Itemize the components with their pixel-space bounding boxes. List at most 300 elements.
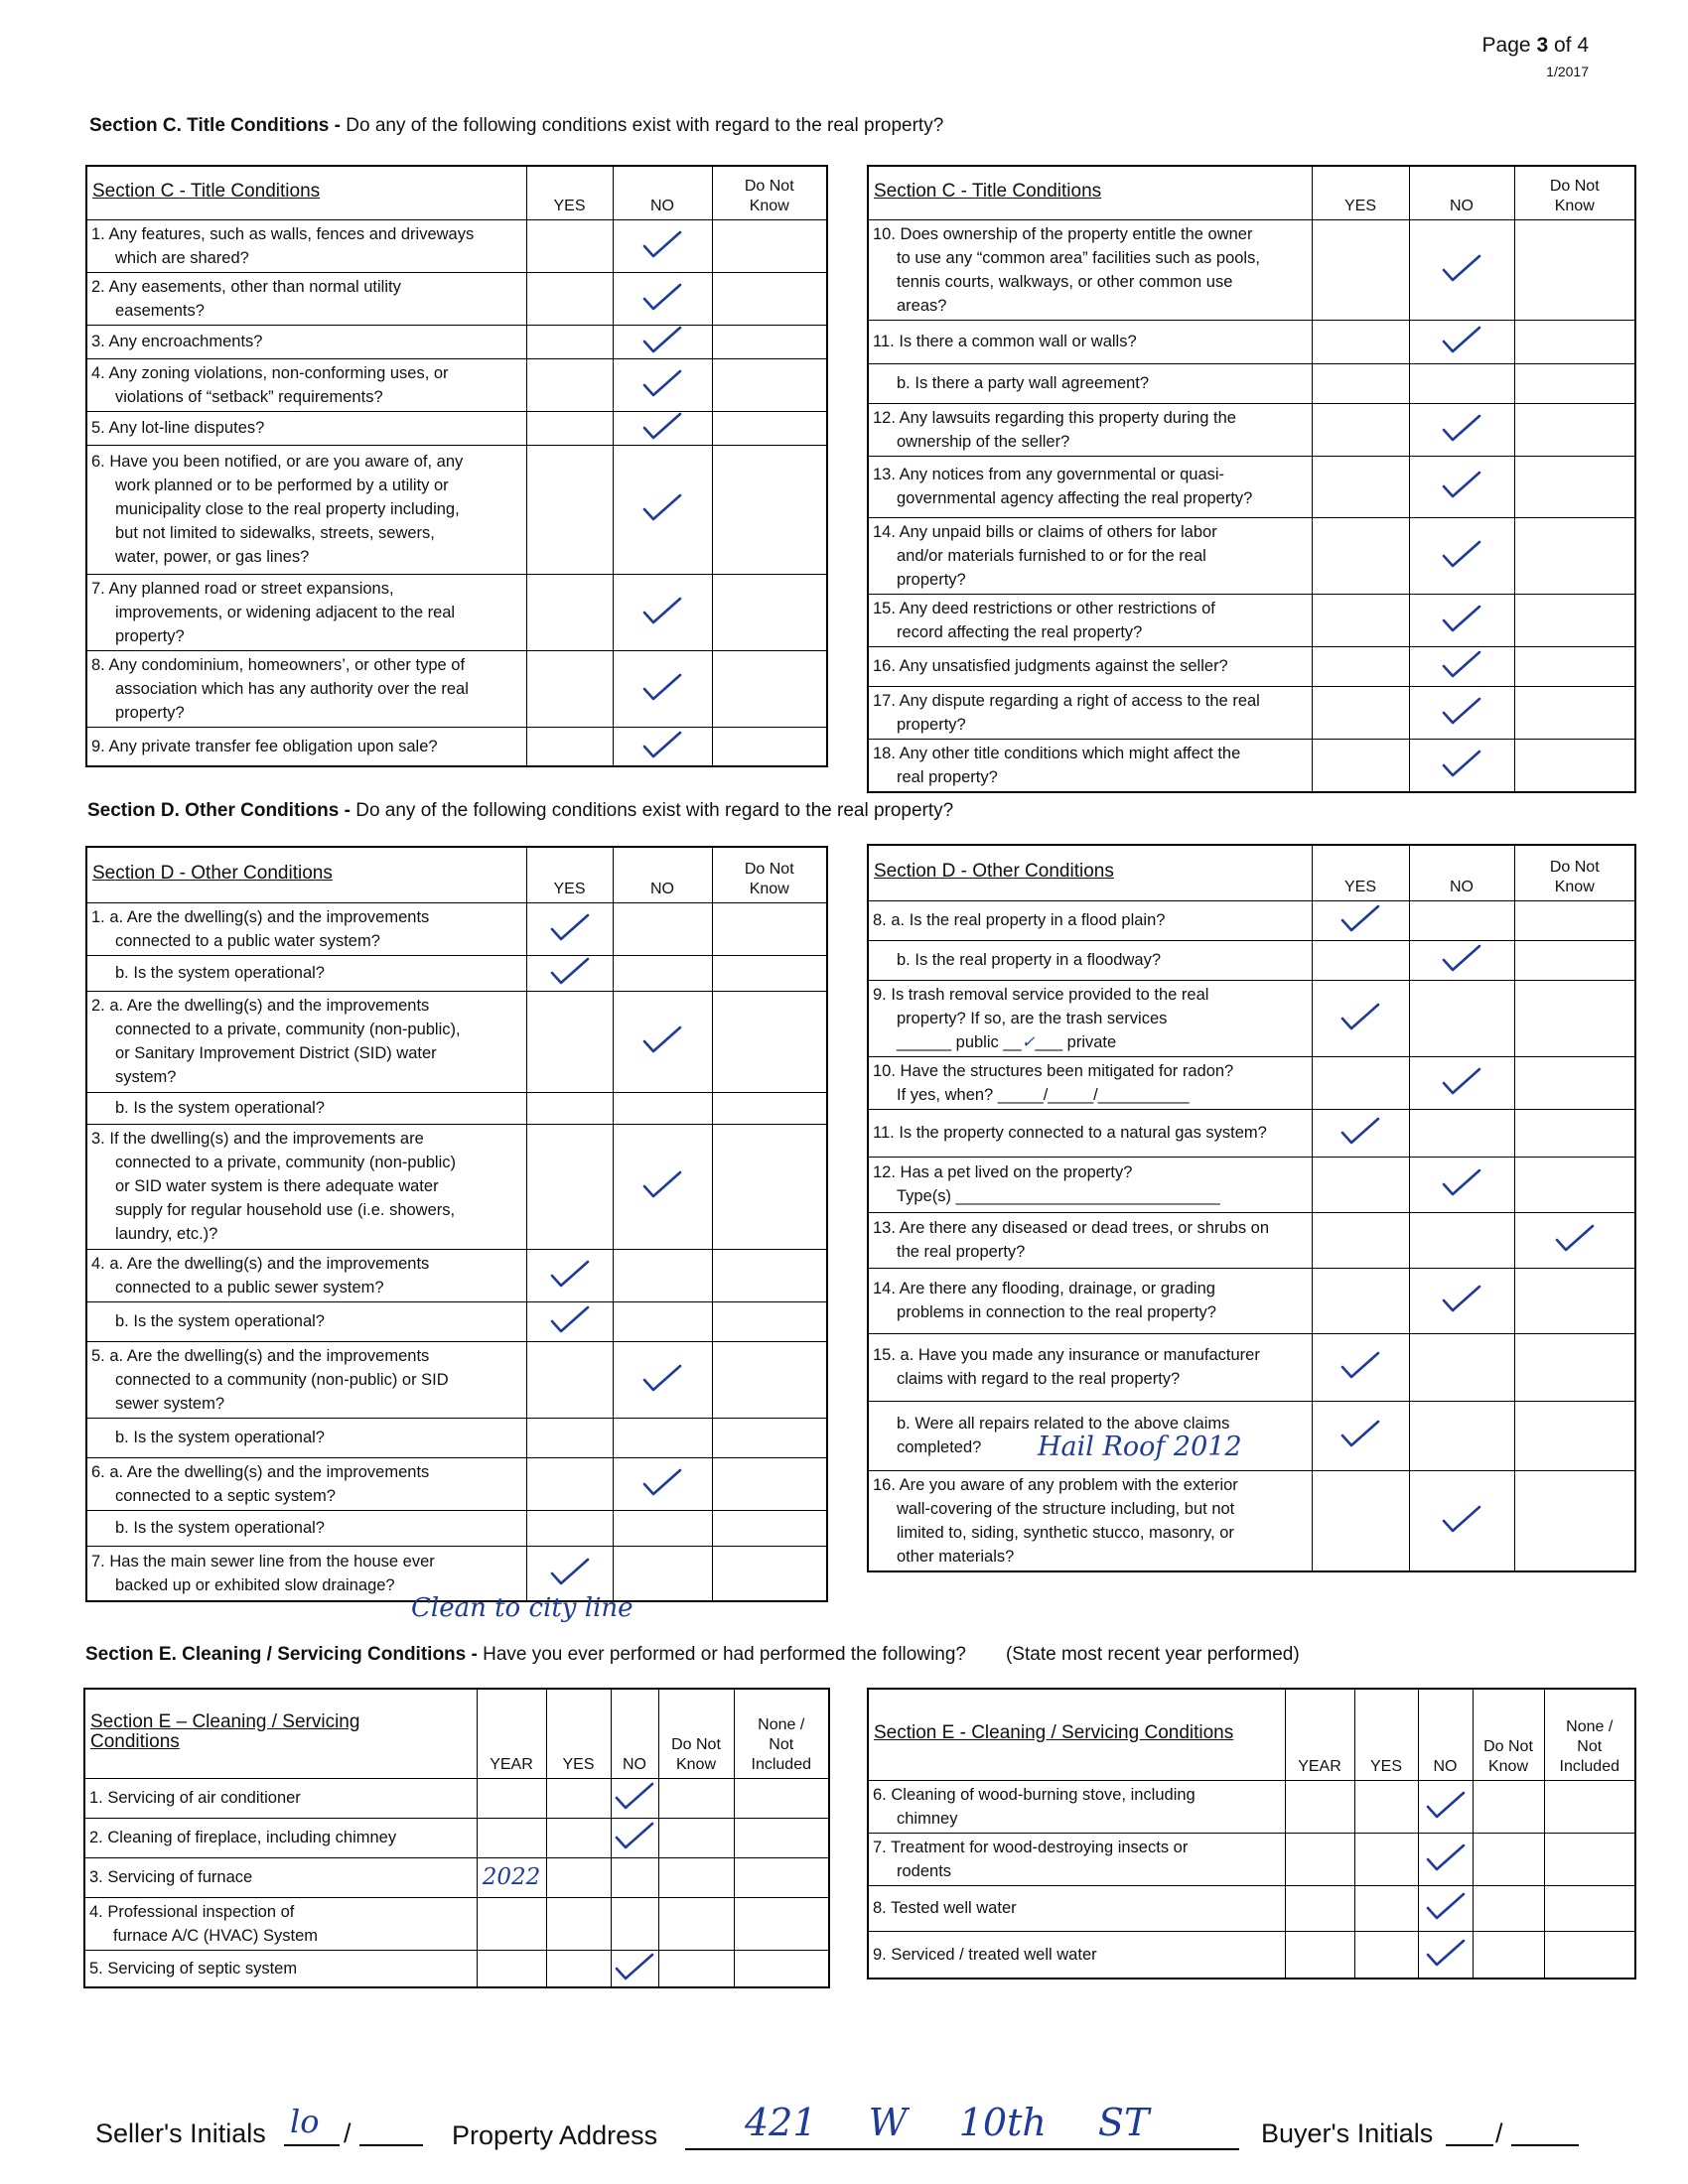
no-cell[interactable] bbox=[1409, 403, 1514, 456]
question-15b: b. Were all repairs related to the above claims completed? Hail Roof 2012 bbox=[868, 1401, 1312, 1470]
question-6: 6. Have you been notified, or are you aware of, any work planned or to be performed by a utility or municipality close to the real property including, but not limited to sidewalks, streets, sewers, water, power, or gas lines? bbox=[86, 445, 526, 574]
no-cell[interactable] bbox=[613, 272, 712, 325]
none-cell[interactable] bbox=[734, 1897, 829, 1950]
year-cell[interactable] bbox=[477, 1950, 546, 1987]
question-5b: b. Is the system operational? bbox=[86, 1418, 526, 1457]
buyer-initials-label: Buyer's Initials bbox=[1261, 2118, 1434, 2148]
no-cell[interactable] bbox=[1409, 320, 1514, 363]
check-mark-icon bbox=[1440, 646, 1483, 682]
no-cell[interactable] bbox=[1409, 1212, 1514, 1268]
question-11: 11. Is the property connected to a natural gas system? bbox=[868, 1109, 1312, 1157]
question-7: 7. Has the main sewer line from the house ever backed up or exhibited slow drainage? bbox=[86, 1546, 526, 1601]
check-mark-icon bbox=[640, 279, 684, 315]
dnk-cell[interactable] bbox=[1514, 219, 1635, 320]
table-title: Section D - Other Conditions bbox=[868, 845, 1312, 900]
dnk-cell[interactable] bbox=[1514, 456, 1635, 517]
yes-cell[interactable] bbox=[526, 325, 613, 358]
question-6a: 6. a. Are the dwelling(s) and the improvements connected to a septic system? bbox=[86, 1457, 526, 1510]
check-mark-icon bbox=[1440, 322, 1483, 357]
yes-cell[interactable] bbox=[546, 1778, 611, 1818]
dnk-cell[interactable] bbox=[1514, 320, 1635, 363]
dnk-cell[interactable] bbox=[712, 955, 827, 991]
check-mark-icon bbox=[548, 1256, 592, 1292]
dnk-cell[interactable] bbox=[712, 219, 827, 272]
dnk-cell[interactable] bbox=[1514, 1268, 1635, 1333]
year-cell[interactable] bbox=[477, 1897, 546, 1950]
yes-cell[interactable] bbox=[526, 1249, 613, 1301]
handwritten-clean-to-city: Clean to city line bbox=[411, 1593, 633, 1623]
dnk-cell[interactable] bbox=[712, 1418, 827, 1457]
check-mark-icon bbox=[640, 1166, 684, 1202]
year-cell[interactable] bbox=[477, 1857, 546, 1897]
no-cell[interactable] bbox=[1409, 1056, 1514, 1109]
col-do-not-know: Do Not Know bbox=[1473, 1689, 1544, 1780]
dnk-cell[interactable] bbox=[1514, 1109, 1635, 1157]
yes-cell[interactable] bbox=[1312, 403, 1409, 456]
yes-cell[interactable] bbox=[1312, 219, 1409, 320]
no-cell[interactable] bbox=[1409, 1470, 1514, 1571]
question-8a: 8. a. Is the real property in a flood plain? bbox=[868, 900, 1312, 940]
question-11: 11. Is there a common wall or walls? bbox=[868, 320, 1312, 363]
dnk-cell[interactable] bbox=[712, 325, 827, 358]
none-cell[interactable] bbox=[1544, 1885, 1635, 1931]
table-title: Section E – Cleaning / Servicing Conditions bbox=[84, 1689, 477, 1778]
yes-cell[interactable] bbox=[1312, 1401, 1409, 1470]
no-cell[interactable] bbox=[1409, 594, 1514, 646]
dnk-cell[interactable] bbox=[1514, 363, 1635, 403]
yes-cell[interactable] bbox=[526, 1510, 613, 1546]
yes-cell[interactable] bbox=[1312, 940, 1409, 980]
question-18: 18. Any other title conditions which might affect the real property? bbox=[868, 739, 1312, 792]
check-mark-icon bbox=[1440, 536, 1483, 572]
yes-cell[interactable] bbox=[546, 1950, 611, 1987]
no-cell[interactable] bbox=[1409, 940, 1514, 980]
dnk-cell[interactable] bbox=[1514, 594, 1635, 646]
col-no: NO bbox=[613, 847, 712, 902]
dnk-cell[interactable] bbox=[658, 1897, 734, 1950]
yes-cell[interactable] bbox=[1312, 456, 1409, 517]
yes-cell[interactable] bbox=[526, 445, 613, 574]
dnk-cell[interactable] bbox=[658, 1778, 734, 1818]
question-10: 10. Have the structures been mitigated for radon? If yes, when? _____/_____/__________ bbox=[868, 1056, 1312, 1109]
dnk-cell[interactable] bbox=[712, 1092, 827, 1124]
check-mark-icon bbox=[1440, 467, 1483, 502]
dnk-cell[interactable] bbox=[658, 1857, 734, 1897]
no-cell[interactable] bbox=[1409, 517, 1514, 594]
yes-cell[interactable] bbox=[1312, 900, 1409, 940]
dnk-cell[interactable] bbox=[1473, 1780, 1544, 1833]
section-d-left-table bbox=[85, 846, 828, 1602]
year-cell[interactable] bbox=[477, 1778, 546, 1818]
dnk-cell[interactable] bbox=[712, 358, 827, 411]
item-4: 4. Professional inspection of furnace A/C (HVAC) System bbox=[84, 1897, 477, 1950]
check-mark-icon bbox=[1440, 1281, 1483, 1316]
dnk-cell[interactable] bbox=[712, 272, 827, 325]
yes-cell[interactable] bbox=[526, 1301, 613, 1341]
no-cell[interactable] bbox=[613, 1510, 712, 1546]
yes-cell[interactable] bbox=[1312, 363, 1409, 403]
check-mark-icon bbox=[1440, 601, 1483, 636]
question-1b: b. Is the system operational? bbox=[86, 955, 526, 991]
no-cell[interactable] bbox=[1418, 1780, 1473, 1833]
check-mark-icon bbox=[1338, 1416, 1382, 1451]
no-cell[interactable] bbox=[1409, 900, 1514, 940]
year-cell[interactable] bbox=[1285, 1931, 1354, 1979]
question-9: 9. Any private transfer fee obligation upon sale? bbox=[86, 727, 526, 766]
col-do-not-know: Do Not Know bbox=[1514, 845, 1635, 900]
no-cell[interactable] bbox=[613, 1124, 712, 1249]
dnk-cell[interactable] bbox=[1514, 1333, 1635, 1401]
no-cell[interactable] bbox=[611, 1857, 658, 1897]
yes-cell[interactable] bbox=[1354, 1833, 1418, 1885]
no-cell[interactable] bbox=[611, 1818, 658, 1857]
check-mark-icon bbox=[640, 322, 684, 357]
no-cell[interactable] bbox=[1409, 646, 1514, 686]
question-11b: b. Is there a party wall agreement? bbox=[868, 363, 1312, 403]
yes-cell[interactable] bbox=[1354, 1931, 1418, 1979]
check-mark-icon bbox=[548, 1301, 592, 1337]
question-6b: b. Is the system operational? bbox=[86, 1510, 526, 1546]
col-no: NO bbox=[613, 166, 712, 219]
col-none-not-included: None / Not Included bbox=[1544, 1689, 1635, 1780]
table-title: Section C - Title Conditions bbox=[86, 166, 526, 219]
year-cell[interactable] bbox=[1285, 1833, 1354, 1885]
buyer-initials-field-1[interactable] bbox=[1446, 2144, 1493, 2146]
yes-cell[interactable] bbox=[1354, 1885, 1418, 1931]
yes-cell[interactable] bbox=[526, 991, 613, 1092]
question-3: 3. Any encroachments? bbox=[86, 325, 526, 358]
check-mark-icon bbox=[1338, 900, 1382, 936]
check-mark-icon bbox=[640, 1022, 684, 1057]
check-mark-icon bbox=[640, 365, 684, 401]
check-mark-icon bbox=[548, 909, 592, 945]
dnk-cell[interactable] bbox=[1514, 900, 1635, 940]
question-4: 4. Any zoning violations, non-conforming uses, or violations of “setback” requirements? bbox=[86, 358, 526, 411]
seller-initials-field-2[interactable] bbox=[359, 2144, 423, 2146]
check-mark-icon bbox=[1440, 693, 1483, 729]
table-title: Section C - Title Conditions bbox=[868, 166, 1312, 219]
check-mark-icon bbox=[1440, 410, 1483, 446]
section-d-right-table bbox=[867, 844, 1636, 1572]
yes-cell[interactable] bbox=[526, 902, 613, 955]
section-c-right-table bbox=[867, 165, 1636, 793]
yes-cell[interactable] bbox=[1312, 686, 1409, 739]
year-cell[interactable] bbox=[1285, 1885, 1354, 1931]
yes-cell[interactable] bbox=[546, 1857, 611, 1897]
yes-cell[interactable] bbox=[526, 358, 613, 411]
check-mark-icon bbox=[1440, 1063, 1483, 1099]
item-7: 7. Treatment for wood-destroying insects or rodents bbox=[868, 1833, 1285, 1885]
buyer-slash: / bbox=[1495, 2118, 1503, 2148]
seller-slash: / bbox=[344, 2118, 352, 2148]
no-cell[interactable] bbox=[613, 650, 712, 727]
dnk-cell[interactable] bbox=[712, 1546, 827, 1601]
dnk-cell[interactable] bbox=[712, 902, 827, 955]
question-1a: 1. a. Are the dwelling(s) and the improvements connected to a public water system? bbox=[86, 902, 526, 955]
no-cell[interactable] bbox=[1409, 1268, 1514, 1333]
check-mark-icon bbox=[640, 408, 684, 444]
form-version: 1/2017 bbox=[1546, 64, 1589, 79]
no-cell[interactable] bbox=[613, 445, 712, 574]
year-cell[interactable] bbox=[477, 1818, 546, 1857]
dnk-cell[interactable] bbox=[1514, 940, 1635, 980]
check-mark-icon bbox=[640, 1360, 684, 1396]
check-mark-icon bbox=[613, 1818, 656, 1853]
dnk-cell[interactable] bbox=[658, 1818, 734, 1857]
yes-cell[interactable] bbox=[526, 727, 613, 766]
yes-cell[interactable] bbox=[1312, 1212, 1409, 1268]
question-1: 1. Any features, such as walls, fences and driveways which are shared? bbox=[86, 219, 526, 272]
yes-cell[interactable] bbox=[526, 1418, 613, 1457]
yes-cell[interactable] bbox=[1312, 980, 1409, 1056]
none-cell[interactable] bbox=[734, 1857, 829, 1897]
section-c-left-table bbox=[85, 165, 828, 767]
question-16: 16. Any unsatisfied judgments against the seller? bbox=[868, 646, 1312, 686]
col-yes: YES bbox=[1312, 166, 1409, 219]
dnk-cell[interactable] bbox=[712, 411, 827, 445]
dnk-cell[interactable] bbox=[1514, 646, 1635, 686]
question-17: 17. Any dispute regarding a right of access to the real property? bbox=[868, 686, 1312, 739]
no-cell[interactable] bbox=[1409, 456, 1514, 517]
no-cell[interactable] bbox=[1418, 1931, 1473, 1979]
year-cell[interactable] bbox=[1285, 1780, 1354, 1833]
check-mark-icon bbox=[640, 593, 684, 628]
dnk-cell[interactable] bbox=[1514, 739, 1635, 792]
question-16: 16. Are you aware of any problem with the exterior wall-covering of the structure including, but not limited to, siding, synthetic stucco, masonry, or other materials? bbox=[868, 1470, 1312, 1571]
dnk-cell[interactable] bbox=[712, 1249, 827, 1301]
section-c-heading: Section C. Title Conditions - Do any of the following conditions exist with regard to the real property? bbox=[89, 115, 944, 136]
no-cell[interactable] bbox=[613, 1457, 712, 1510]
yes-cell[interactable] bbox=[526, 1124, 613, 1249]
item-5: 5. Servicing of septic system bbox=[84, 1950, 477, 1987]
col-no: NO bbox=[1409, 166, 1514, 219]
no-cell[interactable] bbox=[613, 955, 712, 991]
yes-cell[interactable] bbox=[1312, 320, 1409, 363]
check-mark-icon bbox=[1338, 1113, 1382, 1149]
dnk-cell[interactable] bbox=[712, 727, 827, 766]
question-12: 12. Any lawsuits regarding this property during the ownership of the seller? bbox=[868, 403, 1312, 456]
question-10: 10. Does ownership of the property entitle the owner to use any “common area” facilities such as pools, tennis courts, walkways, or other common use areas? bbox=[868, 219, 1312, 320]
question-14: 14. Are there any flooding, drainage, or grading problems in connection to the real property? bbox=[868, 1268, 1312, 1333]
dnk-cell[interactable] bbox=[1514, 1157, 1635, 1212]
no-cell[interactable] bbox=[613, 902, 712, 955]
check-mark-icon bbox=[1553, 1220, 1597, 1256]
yes-cell[interactable] bbox=[526, 650, 613, 727]
dnk-cell[interactable] bbox=[1514, 980, 1635, 1056]
check-mark-icon bbox=[1440, 940, 1483, 976]
dnk-cell[interactable] bbox=[712, 445, 827, 574]
no-cell[interactable] bbox=[1409, 219, 1514, 320]
question-3: 3. If the dwelling(s) and the improvements are connected to a private, community (non-public) or SID water system is there adequate water supply for regular household use (i.e. showers, laundry, etc.)? bbox=[86, 1124, 526, 1249]
yes-cell[interactable] bbox=[546, 1818, 611, 1857]
dnk-cell[interactable] bbox=[712, 650, 827, 727]
yes-cell[interactable] bbox=[1312, 1109, 1409, 1157]
question-14: 14. Any unpaid bills or claims of others for labor and/or materials furnished to or for the real property? bbox=[868, 517, 1312, 594]
question-12: 12. Has a pet lived on the property? Type(s) _____________________________ bbox=[868, 1157, 1312, 1212]
col-no: NO bbox=[1409, 845, 1514, 900]
check-mark-icon bbox=[640, 226, 684, 262]
question-9: 9. Is trash removal service provided to the real property? If so, are the trash services ______ public __✓___ private bbox=[868, 980, 1312, 1056]
yes-cell[interactable] bbox=[1312, 594, 1409, 646]
check-mark-icon bbox=[613, 1778, 656, 1814]
check-mark-icon bbox=[1338, 1347, 1382, 1383]
no-cell[interactable] bbox=[611, 1778, 658, 1818]
no-cell[interactable] bbox=[613, 411, 712, 445]
question-4b: b. Is the system operational? bbox=[86, 1301, 526, 1341]
dnk-cell[interactable] bbox=[712, 1457, 827, 1510]
no-cell[interactable] bbox=[611, 1897, 658, 1950]
handwritten-year: 2022 bbox=[482, 1864, 541, 1890]
yes-cell[interactable] bbox=[1312, 1470, 1409, 1571]
question-5a: 5. a. Are the dwelling(s) and the improvements connected to a community (non-public) or SID sewer system? bbox=[86, 1341, 526, 1418]
none-cell[interactable] bbox=[1544, 1833, 1635, 1885]
check-mark-icon bbox=[548, 1554, 592, 1589]
col-no: NO bbox=[611, 1689, 658, 1778]
no-cell[interactable] bbox=[613, 1341, 712, 1418]
dnk-cell[interactable] bbox=[1473, 1885, 1544, 1931]
col-do-not-know: Do Not Know bbox=[658, 1689, 734, 1778]
question-8: 8. Any condominium, homeowners’, or other type of association which has any authority over the real property? bbox=[86, 650, 526, 727]
no-cell[interactable] bbox=[1409, 1401, 1514, 1470]
item-1: 1. Servicing of air conditioner bbox=[84, 1778, 477, 1818]
check-mark-icon bbox=[613, 1949, 656, 1984]
item-8: 8. Tested well water bbox=[868, 1885, 1285, 1931]
item-3: 3. Servicing of furnace bbox=[84, 1857, 477, 1897]
col-no: NO bbox=[1418, 1689, 1473, 1780]
question-2b: b. Is the system operational? bbox=[86, 1092, 526, 1124]
none-cell[interactable] bbox=[1544, 1780, 1635, 1833]
yes-cell[interactable] bbox=[1312, 1268, 1409, 1333]
yes-cell[interactable] bbox=[526, 1457, 613, 1510]
dnk-cell[interactable] bbox=[712, 1510, 827, 1546]
check-mark-icon bbox=[1440, 1164, 1483, 1200]
col-yes: YES bbox=[546, 1689, 611, 1778]
yes-cell[interactable] bbox=[526, 574, 613, 650]
yes-cell[interactable] bbox=[526, 1341, 613, 1418]
no-cell[interactable] bbox=[613, 574, 712, 650]
property-address-field[interactable] bbox=[685, 2148, 1239, 2150]
yes-cell[interactable] bbox=[526, 955, 613, 991]
table-title: Section D - Other Conditions bbox=[86, 847, 526, 902]
yes-cell[interactable] bbox=[1354, 1780, 1418, 1833]
buyer-initials-field-2[interactable] bbox=[1511, 2144, 1579, 2146]
item-6: 6. Cleaning of wood-burning stove, including chimney bbox=[868, 1780, 1285, 1833]
question-8b: b. Is the real property in a floodway? bbox=[868, 940, 1312, 980]
section-e-heading: Section E. Cleaning / Servicing Conditions - Have you ever performed or had performed the following? (State most recent year performed) bbox=[85, 1644, 1300, 1665]
yes-cell[interactable] bbox=[526, 272, 613, 325]
no-cell[interactable] bbox=[613, 358, 712, 411]
yes-cell[interactable] bbox=[1312, 1157, 1409, 1212]
dnk-cell[interactable] bbox=[1514, 1470, 1635, 1571]
no-cell[interactable] bbox=[613, 325, 712, 358]
col-year: YEAR bbox=[477, 1689, 546, 1778]
no-cell[interactable] bbox=[613, 991, 712, 1092]
check-mark-icon bbox=[640, 669, 684, 705]
check-mark-icon bbox=[1338, 999, 1382, 1034]
dnk-cell[interactable] bbox=[712, 1124, 827, 1249]
yes-cell[interactable] bbox=[526, 219, 613, 272]
dnk-cell[interactable] bbox=[1514, 1212, 1635, 1268]
question-15: 15. Any deed restrictions or other restrictions of record affecting the real property? bbox=[868, 594, 1312, 646]
check-mark-icon bbox=[640, 727, 684, 762]
none-cell[interactable] bbox=[1544, 1931, 1635, 1979]
seller-initials-field-1[interactable] bbox=[284, 2144, 340, 2146]
handwritten-hail-roof: Hail Roof 2012 bbox=[1038, 1431, 1242, 1462]
none-cell[interactable] bbox=[734, 1778, 829, 1818]
col-yes: YES bbox=[526, 847, 613, 902]
check-mark-icon bbox=[1424, 1840, 1468, 1875]
col-do-not-know: Do Not Know bbox=[712, 166, 827, 219]
dnk-cell[interactable] bbox=[712, 1341, 827, 1418]
no-cell[interactable] bbox=[1418, 1885, 1473, 1931]
item-2: 2. Cleaning of fireplace, including chimney bbox=[84, 1818, 477, 1857]
question-2a: 2. a. Are the dwelling(s) and the improvements connected to a private, community (non-public), or Sanitary Improvement District (SID) water system? bbox=[86, 991, 526, 1092]
none-cell[interactable] bbox=[734, 1818, 829, 1857]
col-yes: YES bbox=[526, 166, 613, 219]
no-cell[interactable] bbox=[613, 727, 712, 766]
dnk-cell[interactable] bbox=[1514, 517, 1635, 594]
section-e-left-table bbox=[83, 1688, 830, 1988]
check-mark-icon bbox=[1424, 1787, 1468, 1823]
yes-cell[interactable] bbox=[526, 1092, 613, 1124]
no-cell[interactable] bbox=[611, 1950, 658, 1987]
no-cell[interactable] bbox=[613, 219, 712, 272]
dnk-cell[interactable] bbox=[1514, 686, 1635, 739]
no-cell[interactable] bbox=[613, 1418, 712, 1457]
yes-cell[interactable] bbox=[1312, 1333, 1409, 1401]
dnk-cell[interactable] bbox=[1514, 403, 1635, 456]
dnk-cell[interactable] bbox=[1514, 1401, 1635, 1470]
check-mark-icon bbox=[640, 489, 684, 525]
dnk-cell[interactable] bbox=[1473, 1931, 1544, 1979]
yes-cell[interactable] bbox=[546, 1897, 611, 1950]
none-cell[interactable] bbox=[734, 1950, 829, 1987]
col-yes: YES bbox=[1354, 1689, 1418, 1780]
dnk-cell[interactable] bbox=[1514, 1056, 1635, 1109]
no-cell[interactable] bbox=[1409, 363, 1514, 403]
question-13: 13. Are there any diseased or dead trees, or shrubs on the real property? bbox=[868, 1212, 1312, 1268]
no-cell[interactable] bbox=[1418, 1833, 1473, 1885]
yes-cell[interactable] bbox=[1312, 1056, 1409, 1109]
no-cell[interactable] bbox=[1409, 686, 1514, 739]
no-cell[interactable] bbox=[613, 1249, 712, 1301]
no-cell[interactable] bbox=[1409, 980, 1514, 1056]
dnk-cell[interactable] bbox=[1473, 1833, 1544, 1885]
question-5: 5. Any lot-line disputes? bbox=[86, 411, 526, 445]
no-cell[interactable] bbox=[613, 1301, 712, 1341]
no-cell[interactable] bbox=[1409, 739, 1514, 792]
no-cell[interactable] bbox=[613, 1092, 712, 1124]
col-yes: YES bbox=[1312, 845, 1409, 900]
seller-initials-label: Seller's Initials bbox=[95, 2118, 266, 2148]
col-year: YEAR bbox=[1285, 1689, 1354, 1780]
yes-cell[interactable] bbox=[1312, 739, 1409, 792]
yes-cell[interactable] bbox=[1312, 517, 1409, 594]
dnk-cell[interactable] bbox=[712, 574, 827, 650]
col-none-not-included: None / Not Included bbox=[734, 1689, 829, 1778]
dnk-cell[interactable] bbox=[658, 1950, 734, 1987]
no-cell[interactable] bbox=[1409, 1109, 1514, 1157]
no-cell[interactable] bbox=[1409, 1157, 1514, 1212]
dnk-cell[interactable] bbox=[712, 1301, 827, 1341]
yes-cell[interactable] bbox=[1312, 646, 1409, 686]
property-address-label: Property Address bbox=[452, 2120, 658, 2150]
no-cell[interactable] bbox=[1409, 1333, 1514, 1401]
yes-cell[interactable] bbox=[526, 411, 613, 445]
dnk-cell[interactable] bbox=[712, 991, 827, 1092]
check-mark-icon bbox=[640, 1464, 684, 1500]
question-13: 13. Any notices from any governmental or quasi- governmental agency affecting the real property? bbox=[868, 456, 1312, 517]
